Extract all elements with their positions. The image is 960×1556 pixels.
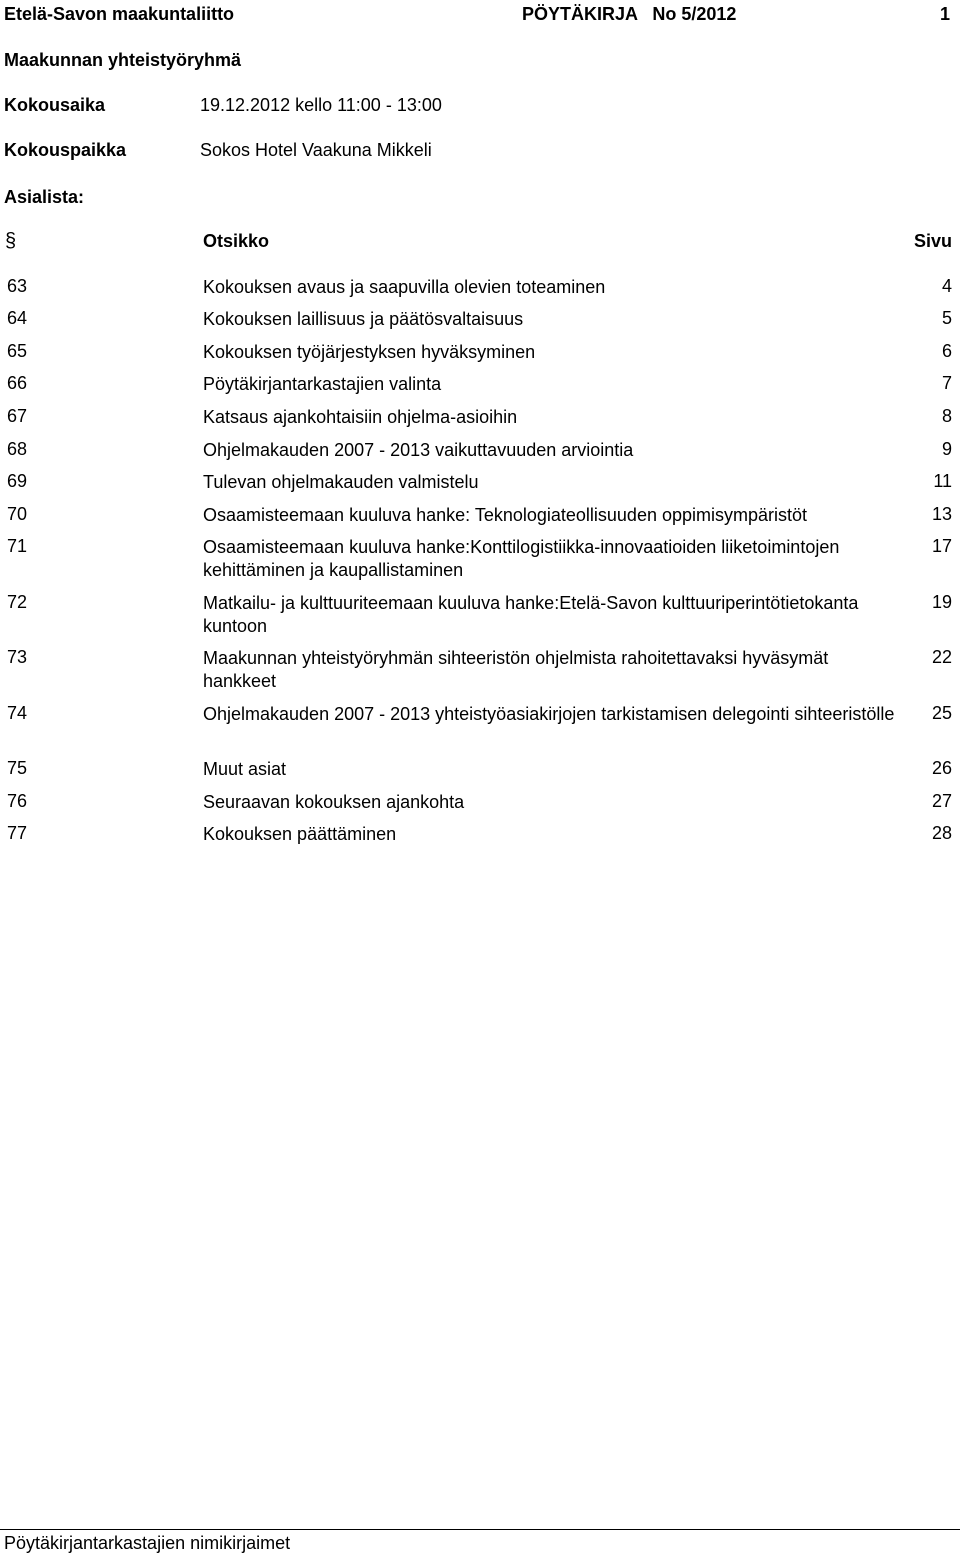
agenda-item-page: 11	[933, 471, 952, 491]
meeting-time-label: Kokousaika	[4, 95, 106, 115]
agenda-item-title: Pöytäkirjantarkastajien valinta	[203, 374, 442, 394]
agenda-item-title: Osaamisteemaan kuuluva hanke: Teknologiateollisuuden oppimisympäristöt	[203, 505, 808, 525]
agenda-item-title: Osaamisteemaan kuuluva hanke:Konttilogistiikka-innovaatioiden liiketoimintojen kehittäminen ja kaupallistaminen	[203, 537, 840, 580]
footer-divider	[0, 1529, 960, 1530]
agenda-item-number: 69	[7, 471, 28, 491]
agenda-item-number: 70	[7, 504, 28, 524]
meeting-place-label: Kokouspaikka	[4, 140, 127, 160]
footer-signatures-label: Pöytäkirjantarkastajien nimikirjaimet	[4, 1533, 291, 1553]
agenda-item-title: Kokouksen avaus ja saapuvilla olevien toteaminen	[203, 277, 606, 297]
agenda-item-page: 19	[931, 592, 952, 612]
group-name: Maakunnan yhteistyöryhmä	[4, 50, 242, 70]
agenda-item-number: 67	[7, 406, 28, 426]
agenda-item-page: 25	[931, 703, 952, 723]
agenda-item-number: 72	[7, 592, 28, 612]
meeting-time-value: 19.12.2012 kello 11:00 - 13:00	[200, 95, 442, 115]
column-header-title: Otsikko	[203, 231, 270, 251]
document-title: PÖYTÄKIRJA No 5/2012	[522, 4, 737, 24]
agenda-item-title: Ohjelmakauden 2007 - 2013 yhteistyöasiakirjojen tarkistamisen delegointi sihteeristölle	[203, 704, 895, 724]
agenda-item-title: Kokouksen päättäminen	[203, 824, 397, 844]
agenda-item-number: 76	[7, 791, 28, 811]
agenda-item-number: 66	[7, 373, 28, 393]
agenda-item-page: 9	[941, 439, 952, 459]
agenda-item-number: 73	[7, 647, 28, 667]
agenda-item-page: 27	[931, 791, 952, 811]
agenda-item-page: 5	[941, 308, 952, 328]
agenda-item-title: Katsaus ajankohtaisiin ohjelma-asioihin	[203, 407, 518, 427]
meeting-place-value: Sokos Hotel Vaakuna Mikkeli	[200, 140, 432, 160]
agenda-item-number: 68	[7, 439, 28, 459]
agenda-item-page: 17	[931, 536, 952, 556]
agenda-item-title: Muut asiat	[203, 759, 287, 779]
agenda-item-title: Seuraavan kokouksen ajankohta	[203, 792, 465, 812]
agenda-item-page: 6	[941, 341, 952, 361]
agenda-item-number: 71	[7, 536, 28, 556]
agenda-item-number: 64	[7, 308, 28, 328]
page-number: 1	[940, 4, 951, 24]
agenda-item-page: 8	[941, 406, 952, 426]
column-header-page: Sivu	[913, 231, 952, 251]
agenda-item-title: Tulevan ohjelmakauden valmistelu	[203, 472, 479, 492]
agenda-item-page: 22	[931, 647, 952, 667]
agenda-item-number: 74	[7, 703, 28, 723]
agenda-item-number: 65	[7, 341, 28, 361]
agenda-item-title: Maakunnan yhteistyöryhmän sihteeristön ohjelmista rahoitettavaksi hyväsymät hankkeet	[203, 648, 829, 691]
agenda-item-page: 26	[931, 758, 952, 778]
agenda-item-page: 4	[941, 276, 952, 296]
agenda-item-number: 75	[7, 758, 28, 778]
agenda-item-title: Kokouksen työjärjestyksen hyväksyminen	[203, 342, 536, 362]
agenda-label: Asialista:	[4, 187, 85, 207]
agenda-item-page: 28	[931, 823, 952, 843]
agenda-item-number: 77	[7, 823, 28, 843]
agenda-item-title: Kokouksen laillisuus ja päätösvaltaisuus	[203, 309, 524, 329]
organization-name: Etelä-Savon maakuntaliitto	[4, 4, 235, 24]
agenda-item-number: 63	[7, 276, 28, 296]
agenda-item-title: Ohjelmakauden 2007 - 2013 vaikuttavuuden arviointia	[203, 440, 634, 460]
agenda-item-title: Matkailu- ja kulttuuriteemaan kuuluva hanke:Etelä-Savon kulttuuriperintötietokanta kuntoon	[203, 593, 859, 636]
agenda-item-page: 13	[931, 504, 952, 524]
section-icon: §	[5, 230, 17, 252]
agenda-item-page: 7	[941, 373, 952, 393]
